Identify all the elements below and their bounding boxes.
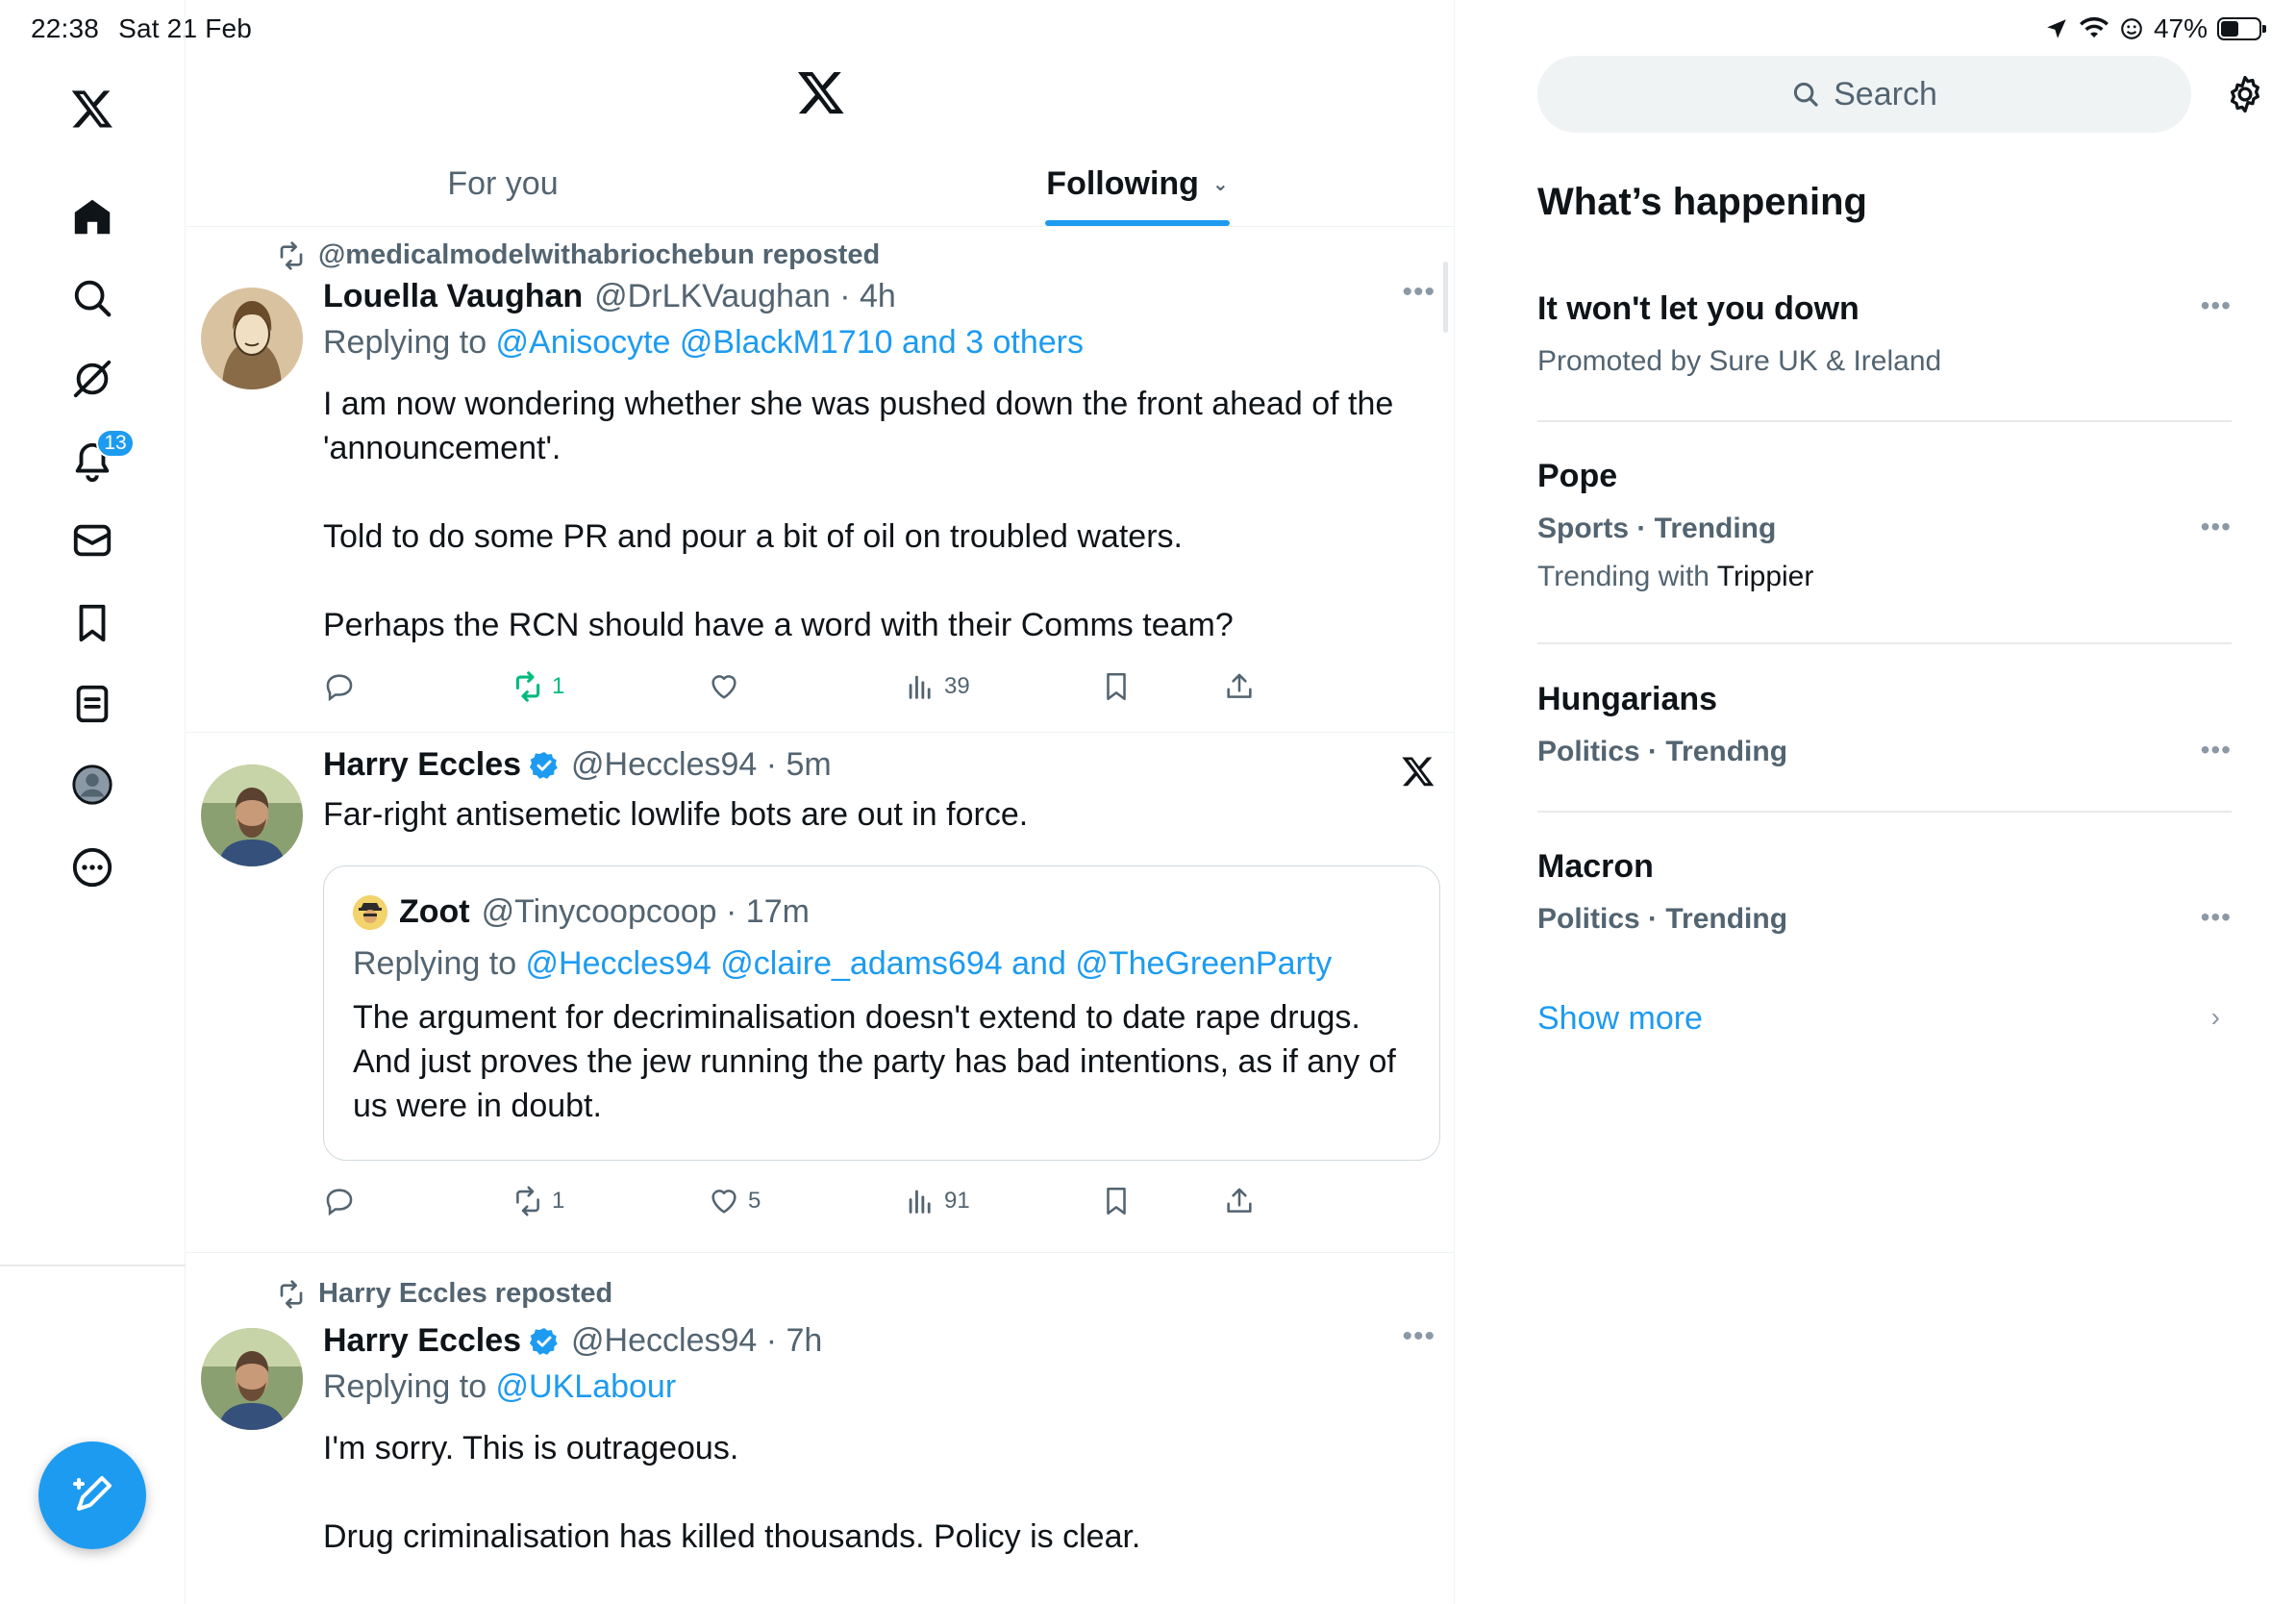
more-options-icon[interactable]: ••• (2200, 735, 2232, 764)
share-icon (1223, 670, 1256, 703)
profile-icon (70, 763, 114, 807)
left-navigation (0, 0, 186, 1604)
bookmark-icon (70, 601, 114, 645)
nav-lists[interactable] (54, 665, 131, 742)
replying-to (323, 1368, 676, 1406)
battery-percent: 47% (2153, 13, 2208, 43)
repost-icon (512, 670, 544, 703)
like-button[interactable] (708, 670, 748, 703)
mail-icon (70, 518, 114, 563)
author-handle[interactable]: @Heccles94 · 7h (571, 1322, 823, 1359)
trend-title: Macron (1537, 848, 1654, 885)
author-name[interactable]: Louella Vaughan (323, 278, 584, 314)
quoted-replying-to (353, 945, 1332, 983)
repost-button[interactable] (512, 1185, 564, 1217)
reposted-by-text: Harry Eccles reposted (318, 1278, 613, 1309)
reply-icon (323, 670, 356, 703)
repost-icon (512, 1185, 544, 1217)
whats-happening-title: What’s happening (1537, 181, 1867, 223)
grok-icon (70, 357, 114, 401)
tab-for-you-label: For you (447, 165, 559, 202)
tweet-actions (323, 1185, 1438, 1227)
reply-button[interactable] (323, 670, 363, 703)
timeline-column (186, 0, 1455, 1604)
tweet-text: I am now wondering whether she was pushed down the front ahead of the 'announcement'. Told to do some PR and pour a bit of oil on troubled waters. Perhaps the RCN should have a word with their Comms team? (323, 386, 1394, 643)
compose-feather-icon (69, 1472, 115, 1518)
author-name[interactable]: Harry Eccles (323, 1322, 522, 1359)
x-logo-icon (796, 67, 846, 117)
search-input[interactable] (1537, 56, 2191, 133)
trend-divider (1537, 811, 2232, 813)
more-icon (70, 845, 114, 890)
more-options-icon[interactable]: ••• (2200, 290, 2232, 320)
author-handle[interactable]: @Heccles94 · 5m (571, 746, 832, 783)
avatar[interactable] (201, 1328, 303, 1430)
replying-to-prefix: Replying to (323, 1368, 496, 1405)
verified-badge-icon (529, 1326, 560, 1357)
like-button[interactable] (708, 1185, 761, 1217)
trend-item[interactable] (1537, 848, 2232, 936)
search-icon (70, 276, 114, 320)
timeline-tabs (186, 142, 1455, 227)
quoted-avatar-illustration (353, 895, 387, 930)
trend-subtitle: Sports · Trending (1537, 513, 1777, 544)
gear-icon[interactable] (2224, 73, 2266, 115)
tweet-actions (323, 670, 1438, 713)
quoted-author-handle[interactable]: @Tinycoopcoop · 17m (481, 893, 810, 930)
more-options-icon[interactable]: ••• (1402, 276, 1435, 308)
reply-button[interactable] (323, 1185, 363, 1217)
quoted-replying-to-links[interactable]: @Heccles94 @claire_adams694 and @TheGreenParty (525, 945, 1333, 982)
avatar-photo (201, 1328, 303, 1430)
chevron-down-icon: ⌄ (1211, 174, 1229, 195)
tweet-header (323, 278, 896, 315)
status-time: 22:38 (31, 13, 100, 43)
nav-divider (0, 1265, 186, 1266)
trend-divider (1537, 642, 2232, 644)
replying-to-prefix: Replying to (323, 324, 496, 361)
x-logo-icon[interactable] (1401, 754, 1435, 789)
right-sidebar (1455, 0, 2296, 1604)
bookmark-button[interactable] (1100, 1185, 1133, 1217)
more-options-icon[interactable]: ••• (2200, 512, 2232, 541)
trend-related (1537, 561, 2232, 593)
tweet[interactable] (186, 228, 1455, 733)
quoted-replying-to-prefix: Replying to (353, 945, 526, 982)
trend-subtitle: Promoted by Sure UK & Ireland (1537, 345, 1942, 377)
search-icon (1791, 80, 1820, 109)
share-button[interactable] (1223, 1185, 1256, 1217)
chevron-right-icon: › (2210, 1002, 2220, 1032)
nav-explore[interactable] (54, 260, 131, 337)
trend-title: Hungarians (1537, 681, 1718, 717)
tweet[interactable] (186, 733, 1455, 1253)
avatar[interactable] (201, 764, 303, 866)
views-button[interactable] (904, 1185, 970, 1217)
tab-following-label: Following (1046, 165, 1199, 202)
repost-button[interactable] (512, 670, 564, 703)
notifications-badge: 13 (96, 429, 135, 458)
view-count: 91 (944, 1188, 970, 1214)
trend-subtitle: Politics · Trending (1537, 736, 1788, 767)
nav-grok[interactable] (54, 340, 131, 417)
nav-more[interactable] (54, 829, 131, 906)
author-handle[interactable]: @DrLKVaughan · 4h (594, 278, 896, 314)
author-name[interactable]: Harry Eccles (323, 746, 522, 783)
quoted-avatar (353, 895, 387, 930)
replying-to-links[interactable]: @UKLabour (495, 1368, 677, 1405)
x-logo-button[interactable] (54, 70, 131, 147)
trend-item[interactable] (1537, 290, 2232, 378)
nav-messages[interactable] (54, 502, 131, 579)
compose-button[interactable] (38, 1441, 146, 1549)
lists-icon (70, 682, 114, 726)
tweet-text: I'm sorry. This is outrageous. Drug criminalisation has killed thousands. Policy is clear. (323, 1430, 1141, 1555)
verified-badge-icon (529, 750, 560, 781)
tweet-header (323, 1322, 822, 1360)
reposted-by-text: @medicalmodelwithabriochebun reposted (318, 239, 881, 270)
tweet-header (323, 746, 832, 784)
quoted-tweet-text: The argument for decriminalisation doesn't extend to date rape drugs. And just proves the jew running the party has bad intentions, as if any of us were in doubt. (353, 999, 1396, 1124)
analytics-icon (904, 1185, 936, 1217)
views-button[interactable] (904, 670, 970, 703)
replying-to-links[interactable]: @Anisocyte @BlackM1710 and 3 others (495, 324, 1084, 361)
nav-notifications[interactable] (54, 423, 131, 500)
repost-icon (276, 1279, 307, 1310)
tab-following[interactable] (820, 142, 1455, 226)
more-options-icon[interactable]: ••• (1402, 1320, 1435, 1352)
home-icon (70, 195, 114, 239)
trend-related-name: Trippier (1716, 561, 1814, 592)
heart-icon (708, 670, 740, 703)
show-more-label: Show more (1537, 1000, 1703, 1037)
repost-count: 1 (552, 673, 565, 699)
x-logo-icon (70, 87, 114, 131)
repost-icon (276, 240, 307, 271)
avatar-photo (201, 764, 303, 866)
trend-item[interactable] (1537, 458, 2232, 593)
show-more-link[interactable] (1537, 1000, 2232, 1038)
trend-title: Pope (1537, 458, 1618, 494)
share-icon (1223, 1185, 1256, 1217)
more-options-icon[interactable]: ••• (2200, 902, 2232, 932)
avatar[interactable] (201, 288, 303, 389)
nav-bookmarks[interactable] (54, 585, 131, 662)
quoted-author-name[interactable]: Zoot (399, 893, 470, 930)
bookmark-button[interactable] (1100, 670, 1133, 703)
reply-icon (323, 1185, 356, 1217)
trend-related-prefix: Trending with (1537, 561, 1717, 592)
tweet-text: Far-right antisemetic lowlife bots are out in force. (323, 796, 1029, 833)
active-tab-indicator (1045, 220, 1230, 226)
repost-count: 1 (552, 1188, 565, 1214)
trend-divider (1537, 420, 2232, 422)
avatar-illustration (201, 288, 303, 389)
status-date: Sat 21 Feb (118, 13, 253, 43)
trend-item[interactable] (1537, 681, 2232, 768)
nav-profile[interactable] (54, 746, 131, 823)
trend-title: It won't let you down (1537, 290, 1859, 327)
heart-icon (708, 1185, 740, 1217)
search-placeholder: Search (1834, 75, 1937, 113)
tab-for-you[interactable] (186, 142, 820, 226)
replying-to (323, 324, 1084, 362)
trend-subtitle: Politics · Trending (1537, 903, 1788, 935)
view-count: 39 (944, 673, 970, 699)
nav-home[interactable] (54, 179, 131, 256)
bookmark-icon (1100, 1185, 1133, 1217)
tweet[interactable] (186, 1253, 1455, 1604)
analytics-icon (904, 670, 936, 703)
like-count: 5 (748, 1188, 761, 1214)
repost-context (276, 1278, 612, 1310)
bookmark-icon (1100, 670, 1133, 703)
quoted-tweet[interactable] (323, 865, 1440, 1161)
share-button[interactable] (1223, 670, 1256, 703)
repost-context (276, 239, 880, 271)
quoted-tweet-header (353, 893, 810, 931)
